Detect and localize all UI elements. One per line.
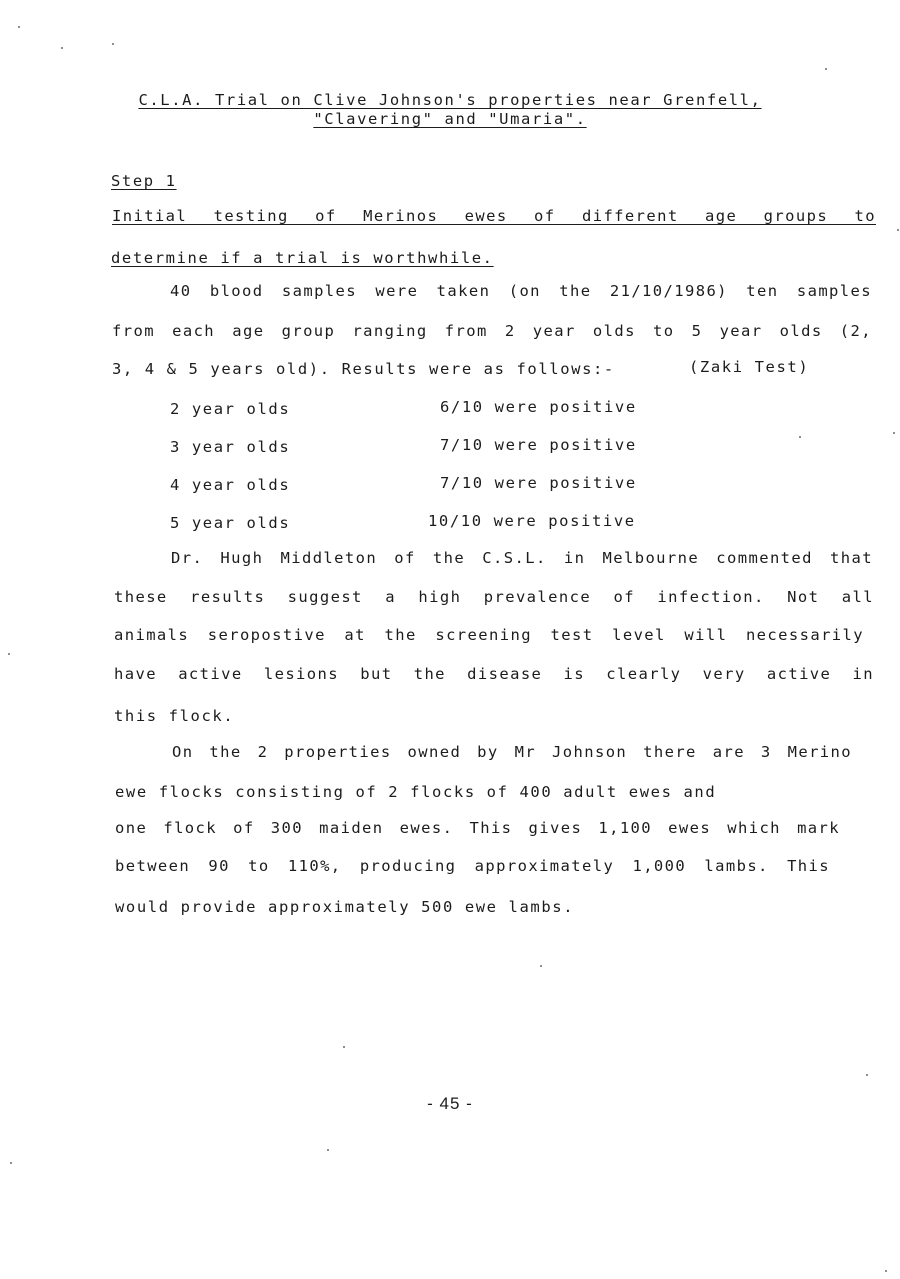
subheading-line-1: Initial testing of Merinos ewes of different age groups to <box>112 207 876 225</box>
paragraph-3-line-2: ewe flocks consisting of 2 flocks of 400 adult ewes and <box>115 783 717 801</box>
result-age-4: 4 year olds <box>170 476 291 494</box>
title-line-1 <box>0 90 900 110</box>
result-value-4: 7/10 were positive <box>440 474 637 492</box>
result-age-5: 5 year olds <box>170 514 291 532</box>
subheading-line-2: determine if a trial is worthwhile. <box>111 249 494 267</box>
paragraph-3-line-3: one flock of 300 maiden ewes. This gives 1,100 ewes which mark <box>115 819 840 837</box>
title-text-1: C.L.A. Trial on Clive Johnson's properties near Grenfell, <box>138 91 762 109</box>
result-value-5: 10/10 were positive <box>428 512 636 530</box>
scan-speck <box>866 1074 868 1076</box>
paragraph-3-line-1: On the 2 properties owned by Mr Johnson there are 3 Merino <box>172 743 852 761</box>
scan-speck <box>112 43 114 45</box>
scan-speck <box>343 1046 345 1048</box>
result-age-2: 2 year olds <box>170 400 291 418</box>
step-heading: Step 1 <box>111 172 177 190</box>
paragraph-3-line-4: between 90 to 110%, producing approximately 1,000 lambs. This <box>115 857 830 875</box>
paragraph-2-line-1: Dr. Hugh Middleton of the C.S.L. in Melbourne commented that <box>171 549 873 567</box>
paragraph-2-line-2: these results suggest a high prevalence of infection. Not all <box>114 588 874 606</box>
scan-speck <box>18 26 20 28</box>
scan-speck <box>8 653 10 655</box>
result-value-3: 7/10 were positive <box>440 436 637 454</box>
scan-speck <box>897 229 899 231</box>
scan-speck <box>540 965 542 967</box>
scan-speck <box>327 1149 329 1151</box>
title-line-2 <box>0 109 900 129</box>
scan-speck <box>10 1162 12 1164</box>
scan-speck <box>825 68 827 70</box>
scan-speck <box>799 436 801 438</box>
scan-speck <box>885 1270 887 1272</box>
paragraph-2-line-5: this flock. <box>114 707 235 725</box>
paragraph-1-line-2: from each age group ranging from 2 year olds to 5 year olds (2, <box>112 322 872 340</box>
page-number: - 45 - <box>427 1094 473 1113</box>
scan-speck <box>893 432 895 434</box>
paragraph-2-line-3: animals seropostive at the screening test level will necessarily <box>114 626 864 644</box>
title-text-2: "Clavering" and "Umaria". <box>313 110 587 128</box>
paragraph-3-line-5: would provide approximately 500 ewe lambs. <box>115 898 575 916</box>
paragraph-1-line-1: 40 blood samples were taken (on the 21/10/1986) ten samples <box>170 282 872 300</box>
result-age-3: 3 year olds <box>170 438 291 456</box>
paragraph-1-line-3: 3, 4 & 5 years old). Results were as follows:- <box>112 360 615 378</box>
scan-speck <box>61 47 63 49</box>
test-name: (Zaki Test) <box>689 358 810 376</box>
result-value-2: 6/10 were positive <box>440 398 637 416</box>
paragraph-2-line-4: have active lesions but the disease is clearly very active in <box>114 665 874 683</box>
